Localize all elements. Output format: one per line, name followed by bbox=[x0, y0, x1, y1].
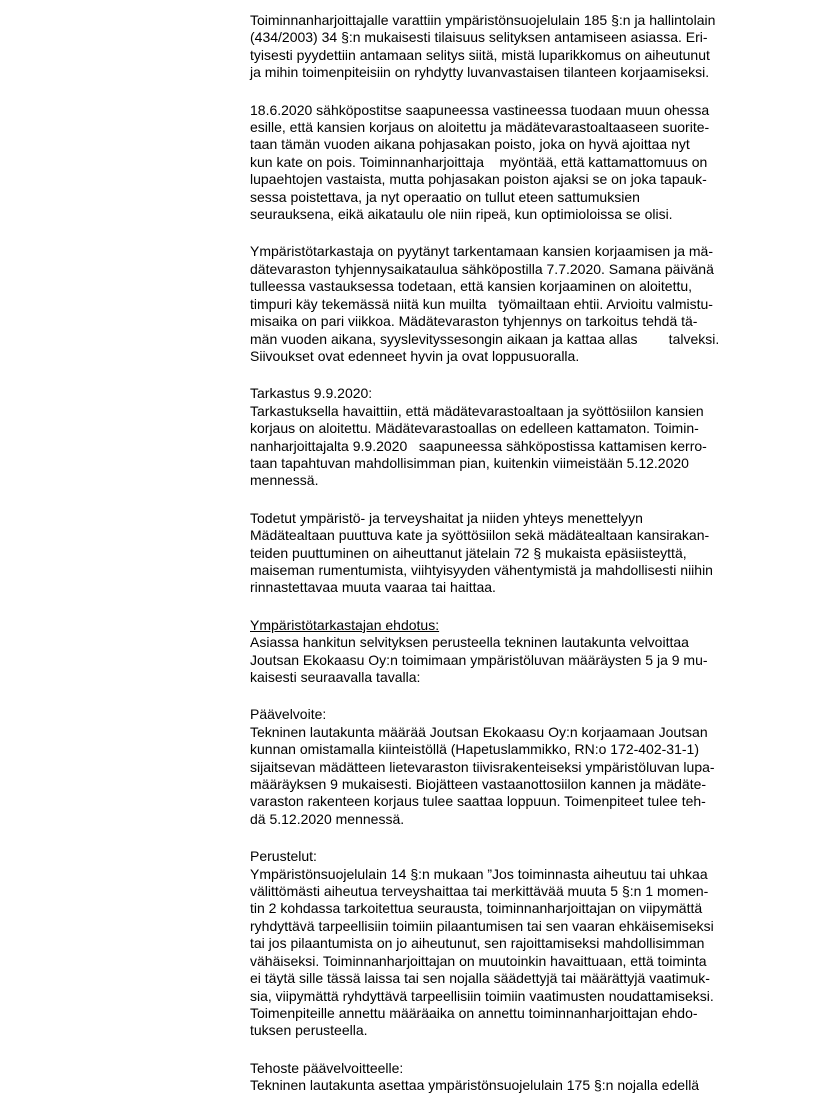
text-line: (434/2003) 34 §:n mukaisesti tilaisuus selityksen antamiseen asiassa. Eri- bbox=[250, 29, 708, 46]
text-line: maiseman rumentumista, viihtyisyyden vähentymistä ja mahdollisesti niihin bbox=[250, 561, 713, 578]
paragraph-selitys bbox=[250, 12, 750, 82]
text-line: seurauksena, eikä aikataulu ole niin ripeä, kun optimioloissa se olisi. bbox=[250, 206, 673, 223]
paragraph-ehdotus bbox=[250, 617, 750, 687]
paragraph-tarkastus bbox=[250, 385, 750, 489]
text-line: ei täytä sille tässä laissa tai sen nojalla säädettyjä tai määrättyjä vaatimuk- bbox=[250, 970, 710, 987]
text-line: välittömästi aiheutua terveyshaittaa tai merkittävää muuta 5 §:n 1 momen- bbox=[250, 883, 709, 900]
text-line: tin 2 kohdassa tarkoitettua seurausta, toiminnanharjoittajan on viipymättä bbox=[250, 900, 703, 917]
text-line: mennessä. bbox=[250, 472, 319, 489]
text-line: tyisesti pyydettiin antamaan selitys siitä, mistä luparikkomus on aiheutunut bbox=[250, 46, 710, 63]
text-line: Tekninen lautakunta määrää Joutsan Ekokaasu Oy:n korjaamaan Joutsan bbox=[250, 723, 708, 740]
text-line: misaika on pari viikkoa. Mädätevaraston tyhjennys on tarkoitus tehdä tä- bbox=[250, 313, 698, 330]
text-line: Todetut ympäristö- ja terveyshaitat ja niiden yhteys menettelyyn bbox=[250, 509, 643, 526]
text-line: tulleessa vastauksessa todetaan, että kansien korjaaminen on aloitettu, bbox=[250, 278, 693, 295]
text-line: ryhdyttävä tarpeellisiin toimiin pilaantumisen tai sen vaaran ehkäisemiseksi bbox=[250, 917, 714, 934]
text-line: Tekninen lautakunta asettaa ympäristönsuojelulain 175 §:n nojalla edellä bbox=[250, 1077, 700, 1094]
section-heading: Tehoste päävelvoitteelle: bbox=[250, 1059, 404, 1076]
text-line: Siivoukset ovat edenneet hyvin ja ovat loppusuoralla. bbox=[250, 347, 580, 364]
text-line: Tarkastus 9.9.2020: bbox=[250, 385, 373, 402]
text-line: Tarkastuksella havaittiin, että mädätevarastoaltaan ja syöttösiilon kansien bbox=[250, 402, 704, 419]
paragraph-paavelvoite bbox=[250, 706, 750, 828]
section-heading: Perustelut: bbox=[250, 848, 317, 865]
text-line: määräyksen 9 mukaisesti. Biojätteen vastaanottosiilon kannen ja mädäte- bbox=[250, 776, 707, 793]
paragraph-tehoste bbox=[250, 1060, 750, 1095]
text-line: sijaitsevan mädätteen lietevaraston tiivisrakenteiseksi ympäristöluvan lupa- bbox=[250, 758, 715, 775]
text-line: timpuri käy tekemässä niitä kun muilta työmailtaan ehtii. Arvioitu valmistu- bbox=[250, 295, 713, 312]
text-line: vähäiseksi. Toiminnanharjoittajan on muutoinkin havaittuaan, että toiminta bbox=[250, 952, 707, 969]
proposal-heading: Ympäristötarkastajan ehdotus: bbox=[250, 616, 440, 633]
text-line: Joutsan Ekokaasu Oy:n toimimaan ympäristöluvan määräysten 5 ja 9 mu- bbox=[250, 651, 708, 668]
text-line: dätevaraston tyhjennysaikataulua sähköpostilla 7.7.2020. Samana päivänä bbox=[250, 260, 714, 277]
text-line: män vuoden aikana, syyslevityssesongin aikaan ja kattaa allas talveksi. bbox=[250, 330, 720, 347]
text-line: Ympäristötarkastaja on pyytänyt tarkentamaan kansien korjaamisen ja mä- bbox=[250, 243, 713, 260]
text-line: Ympäristönsuojelulain 14 §:n mukaan ”Jos toiminnasta aiheutuu tai uhkaa bbox=[250, 865, 708, 882]
text-line: lupaehtojen vastaista, mutta pohjasakan poiston ajaksi se on joka tapauk- bbox=[250, 171, 707, 188]
text-line: taan tapahtuvan mahdollisimman pian, kuitenkin viimeistään 5.12.2020 bbox=[250, 454, 689, 471]
document-body bbox=[250, 12, 750, 1115]
text-line: nanharjoittajalta 9.9.2020 saapuneessa sähköpostissa kattamisen kerro- bbox=[250, 437, 707, 454]
text-line: rinnastettavaa muuta vaaraa tai haittaa. bbox=[250, 579, 496, 596]
text-line: tai jos pilaantumista on jo aiheutunut, sen rajoittamiseksi mahdollisimman bbox=[250, 935, 705, 952]
text-line: esille, että kansien korjaus on aloitettu ja mädätevarastoaltaaseen suorite- bbox=[250, 119, 710, 136]
text-line: ja mihin toimenpiteisiin on ryhdytty luvanvastaisen tilanteen korjaamiseksi. bbox=[250, 64, 710, 81]
text-line: taan tämän vuoden aikana pohjasakan poisto, joka on hyvä ajoittaa nyt bbox=[250, 136, 690, 153]
paragraph-aikataulu bbox=[250, 243, 750, 365]
text-line: korjaus on aloitettu. Mädätevarastoallas on edelleen kattamaton. Toimin- bbox=[250, 420, 699, 437]
text-line: varaston rakenteen korjaus tulee saattaa loppuun. Toimenpiteet tulee teh- bbox=[250, 793, 706, 810]
text-line: Mädätealtaan puuttuva kate ja syöttösiilon sekä mädätealtaan kansirakan- bbox=[250, 527, 710, 544]
text-line: teiden puuttuminen on aiheuttanut jätelain 72 § mukaista epäsiisteyttä, bbox=[250, 544, 687, 561]
text-line: sessa poistettava, ja nyt operaatio on tullut eteen sattumuksien bbox=[250, 188, 640, 205]
text-line: Toimenpiteille annettu määräaika on annettu toiminnanharjoittajan ehdo- bbox=[250, 1004, 698, 1021]
text-line: Asiassa hankitun selvityksen perusteella tekninen lautakunta velvoittaa bbox=[250, 634, 689, 651]
text-line: kunnan omistamalla kiinteistöllä (Hapetuslammikko, RN:o 172-402-31-1) bbox=[250, 741, 699, 758]
paragraph-haitat bbox=[250, 510, 750, 597]
text-line: dä 5.12.2020 mennessä. bbox=[250, 810, 405, 827]
text-line: kaisesti seuraavalla tavalla: bbox=[250, 669, 421, 685]
section-heading: Päävelvoite: bbox=[250, 706, 327, 723]
text-line: Toiminnanharjoittajalle varattiin ympäristönsuojelulain 185 §:n ja hallintolain bbox=[250, 12, 716, 28]
paragraph-vastine bbox=[250, 102, 750, 224]
text-line: sia, viipymättä ryhdyttävä tarpeellisiin toimiin vaatimusten noudattamiseksi. bbox=[250, 987, 714, 1004]
paragraph-perustelut bbox=[250, 848, 750, 1039]
text-line: kun kate on pois. Toiminnanharjoittaja myöntää, että kattamattomuus on bbox=[250, 153, 708, 170]
text-line: 18.6.2020 sähköpostitse saapuneessa vastineessa tuodaan muun ohessa bbox=[250, 101, 710, 118]
text-line: tuksen perusteella. bbox=[250, 1022, 368, 1039]
